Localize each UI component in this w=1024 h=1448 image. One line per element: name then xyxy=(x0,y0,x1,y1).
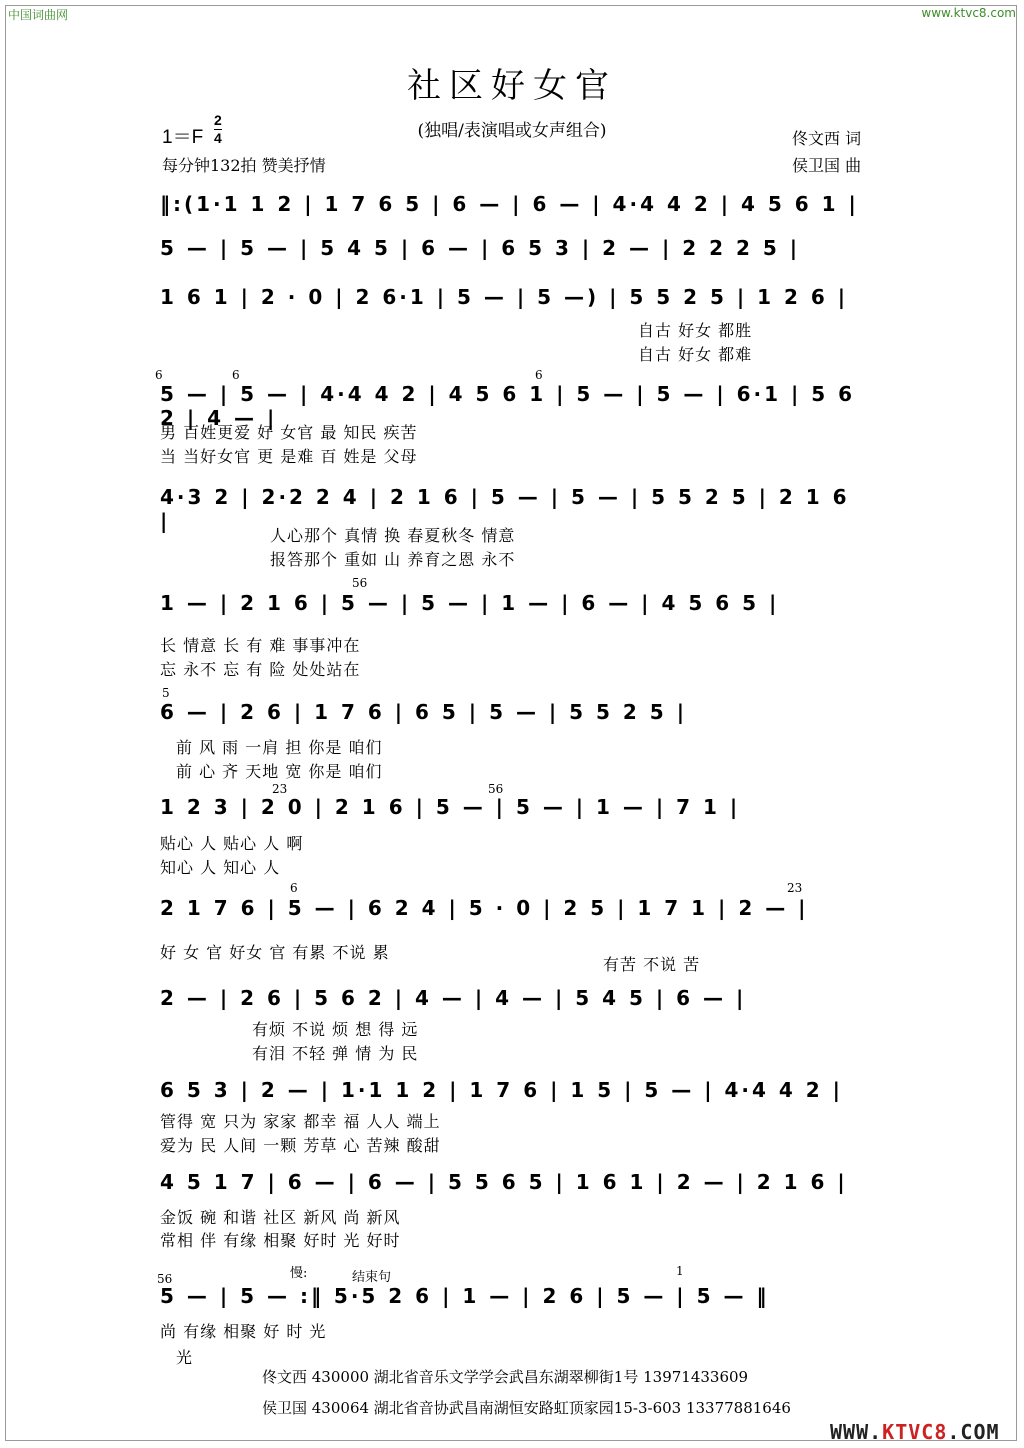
lyric-line: 有苦 不说 苦 xyxy=(603,955,701,974)
score-row: 1 — | 2 1 6 | 5 — | 5 — | 1 — | 6 — | 4 5 6 5 | xyxy=(160,591,780,615)
contact-lyricist: 佟文西 430000 湖北省音乐文学学会武昌东湖翠柳街1号 13971433609 xyxy=(262,1368,749,1386)
score-row: 1 2 3 | 2 0 | 2 1 6 | 5 — | 5 — | 1 — | 7 1 | xyxy=(160,795,741,819)
grace-note: 6 xyxy=(232,368,240,382)
lyric-line: 前 心 齐 天地 宽 你是 咱们 xyxy=(176,762,383,781)
contact-composer: 侯卫国 430064 湖北省音协武昌南湖恒安路虹顶家园15-3-603 13377881646 xyxy=(262,1399,791,1417)
key-signature: 1＝F xyxy=(162,127,204,148)
score-row: 4 5 1 7 | 6 — | 6 — | 5 5 6 5 | 1 6 1 | 2 — | 2 1 6 | xyxy=(160,1170,848,1194)
grace-note: 6 xyxy=(535,368,543,382)
grace-note: 56 xyxy=(488,782,504,796)
score-row: 6 — | 2 6 | 1 7 6 | 6 5 | 5 — | 5 5 2 5 | xyxy=(160,700,687,724)
grace-note: 6 xyxy=(290,881,298,895)
lyric-line: 爱为 民 人间 一颗 芳草 心 苦辣 酸甜 xyxy=(160,1136,441,1155)
grace-note: 6 xyxy=(155,368,163,382)
lyric-line: 忘 永不 忘 有 险 处处站在 xyxy=(160,660,361,679)
lyric-line: 尚 有缘 相聚 好 时 光 xyxy=(160,1322,327,1341)
song-subtitle: (独唱/表演唱或女声组合) xyxy=(417,121,607,141)
lyric-line: 贴心 人 贴心 人 啊 xyxy=(160,834,304,853)
score-row: 2 1 7 6 | 5 — | 6 2 4 | 5 · 0 | 2 5 | 1 7 1 | 2 — | xyxy=(160,896,809,920)
lyric-line: 有烦 不说 烦 想 得 远 xyxy=(252,1020,419,1039)
grace-note: 5 xyxy=(162,686,170,700)
score-row: 5 — | 5 — | 4·4 4 2 | 4 5 6 1 | 5 — | 5 — | 6·1 | 5 6 2 | 4 — | xyxy=(160,382,856,430)
slow-label: 慢: xyxy=(290,1266,308,1281)
lyric-line: 自古 好女 都难 xyxy=(638,345,753,364)
time-signature-denominator: 4 xyxy=(214,130,222,146)
score-row: 5 — | 5 — | 5 4 5 | 6 — | 6 5 3 | 2 — | 2 2 2 5 | xyxy=(160,236,801,260)
lyric-line: 好 女 官 好女 官 有累 不说 累 xyxy=(160,943,390,962)
composer-credit: 侯卫国 曲 xyxy=(792,156,862,175)
lyric-line: 有泪 不轻 弹 情 为 民 xyxy=(252,1044,419,1063)
score-row: 2 — | 2 6 | 5 6 2 | 4 — | 4 — | 5 4 5 | 6 — | xyxy=(160,986,747,1010)
tempo-marking: 每分钟132拍 赞美抒情 xyxy=(162,156,326,175)
lyric-line: 知心 人 知心 人 xyxy=(160,858,281,877)
score-row: 6 5 3 | 2 — | 1·1 1 2 | 1 7 6 | 1 5 | 5 — | 4·4 4 2 | xyxy=(160,1078,843,1102)
lyric-line: 人心那个 真情 换 春夏秋冬 情意 xyxy=(270,526,516,545)
site-name[interactable]: 中国词曲网 xyxy=(8,8,69,22)
site-url[interactable]: www.ktvc8.com xyxy=(921,6,1016,20)
song-title: 社区好女官 xyxy=(407,66,617,106)
lyric-line: 金饭 碗 和谐 社区 新风 尚 新风 xyxy=(160,1208,401,1227)
lyric-line: 自古 好女 都胜 xyxy=(638,321,753,340)
grace-note: 23 xyxy=(787,881,803,895)
score-row: ‖:(1·1 1 2 | 1 7 6 5 | 6 — | 6 — | 4·4 4 2 | 4 5 6 1 | xyxy=(160,192,859,216)
lyric-line: 报答那个 重如 山 养育之恩 永不 xyxy=(270,550,516,569)
lyricist-credit: 佟文西 词 xyxy=(792,129,862,148)
grace-note: 1 xyxy=(676,1264,684,1278)
time-signature-numerator: 2 xyxy=(214,112,222,128)
lyric-line: 长 情意 长 有 难 事事冲在 xyxy=(160,636,361,655)
lyric-line: 前 风 雨 一肩 担 你是 咱们 xyxy=(176,738,383,757)
grace-note: 56 xyxy=(352,576,368,590)
lyric-line: 管得 宽 只为 家家 都幸 福 人人 端上 xyxy=(160,1112,441,1131)
time-signature xyxy=(214,112,222,147)
lyric-line: 男 百姓更爱 好 女官 最 知民 疾苦 xyxy=(160,423,418,442)
score-row: 4·3 2 | 2·2 2 4 | 2 1 6 | 5 — | 5 — | 5 5 2 5 | 2 1 6 | xyxy=(160,485,850,533)
lyric-line: 当 当好女官 更 是难 百 姓是 父母 xyxy=(160,447,418,466)
score-row: 1 6 1 | 2 · 0 | 2 6·1 | 5 — | 5 —) | 5 5 2 5 | 1 2 6 | xyxy=(160,285,849,309)
ending-label: 结束句 xyxy=(352,1270,392,1285)
grace-note: 56 xyxy=(157,1272,173,1286)
lyric-line: 常相 伴 有缘 相聚 好时 光 好时 xyxy=(160,1231,401,1250)
grace-note: 23 xyxy=(272,782,288,796)
lyric-line: 光 xyxy=(176,1348,194,1367)
score-row: 5 — | 5 — :‖ 5·5 2 6 | 1 — | 2 6 | 5 — | 5 — ‖ xyxy=(160,1284,770,1308)
watermark-logo: WWW.KTVC8.COM xyxy=(830,1420,1000,1444)
